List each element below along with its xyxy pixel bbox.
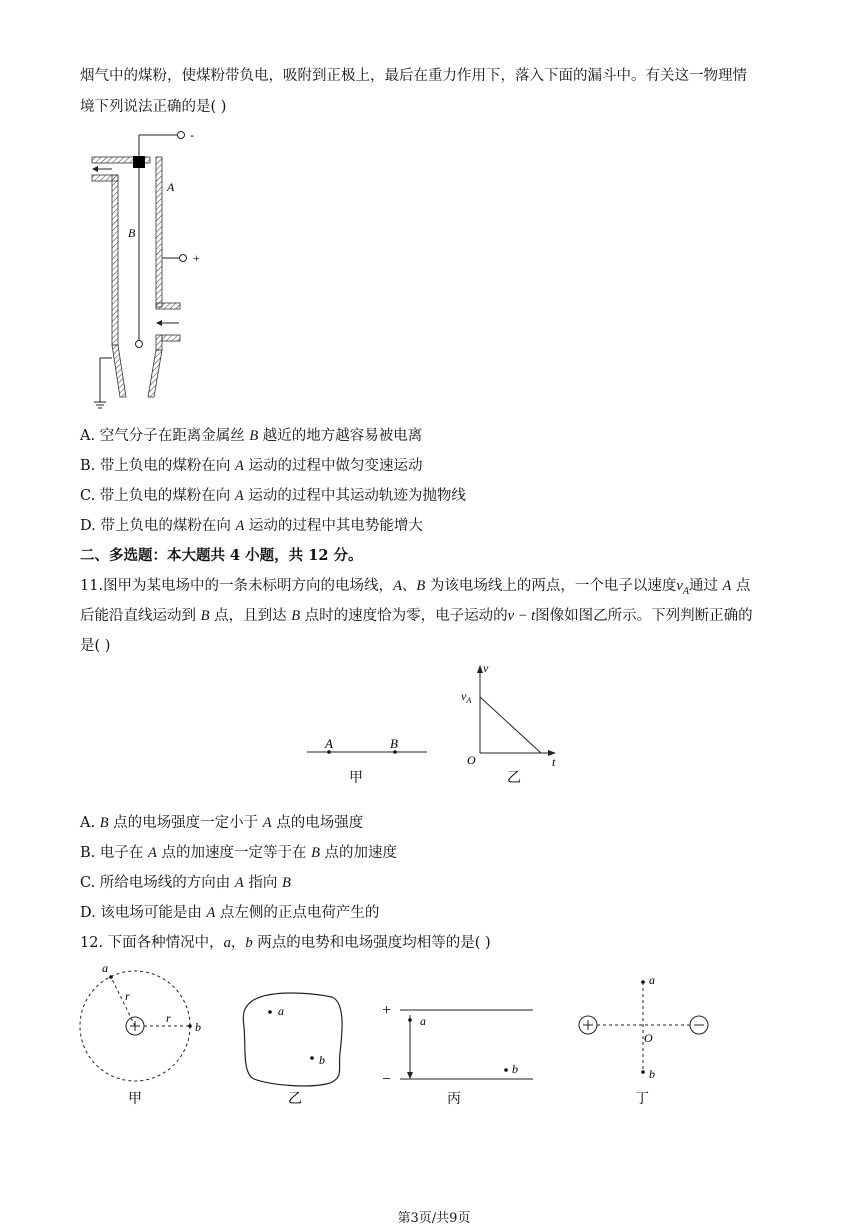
point-a-label: a: [102, 961, 108, 975]
parallel-plates-figure: [378, 995, 538, 1120]
minus-terminal-label: -: [190, 128, 194, 142]
caption-yi: 乙: [507, 771, 521, 786]
vA-label: $v_A$: [461, 689, 472, 705]
q11-line-3: 是( ): [80, 638, 111, 654]
caption-ding: 丁: [635, 1092, 649, 1107]
q11-line-2: 后能沿直线运动到 B 点，且到达 B 点时的速度恰为零，电子运动的v − t图像如图乙所示。下列判断正确的: [80, 608, 753, 624]
q10-option-d[interactable]: D. 带上负电的煤粉在向 A 运动的过程中其电势能增大: [80, 518, 423, 534]
precipitator-figure: [82, 125, 222, 415]
conductor-figure: [240, 985, 350, 1120]
origin-label: O: [467, 753, 476, 767]
point-b-label: b: [512, 1062, 518, 1076]
plus-terminal-label: +: [193, 251, 200, 265]
plus-plate-label: +: [382, 1002, 392, 1019]
label-A: A: [167, 180, 175, 194]
minus-plate-label: −: [382, 1071, 392, 1088]
caption-jia: 甲: [128, 1092, 142, 1107]
q10-option-c[interactable]: C. 带上负电的煤粉在向 A 运动的过程中其运动轨迹为抛物线: [80, 488, 466, 504]
radius-label-1: r: [125, 989, 130, 1003]
page-number: 第3页/共9页: [397, 1211, 471, 1226]
q10-option-a[interactable]: A. 空气分子在距离金属丝 B 越近的地方越容易被电离: [80, 428, 423, 444]
intro-line-2: 境下列说法正确的是( ): [80, 99, 227, 115]
intro-line-1: 烟气中的煤粉，使煤粉带负电，吸附到正极上，最后在重力作用下，落入下面的漏斗中。有关这一物理情: [80, 68, 747, 84]
point-a-label: a: [278, 1004, 284, 1018]
label-B: B: [128, 226, 136, 240]
q10-option-b[interactable]: B. 带上负电的煤粉在向 A 运动的过程中做匀变速运动: [80, 458, 423, 474]
point-a-label: a: [649, 973, 655, 987]
q11-line-1: 11.图甲为某电场中的一条未标明方向的电场线，A、B 为该电场线上的两点，一个电子以速度$v_A$通过 A 点: [80, 578, 751, 597]
q11-option-d[interactable]: D. 该电场可能是由 A 点左侧的正点电荷产生的: [80, 905, 380, 921]
point-b-label: b: [319, 1053, 325, 1067]
t-axis-label: t: [552, 755, 556, 769]
q12-stem: 12. 下面各种情况中，a，b 两点的电势和电场强度均相等的是( ): [80, 935, 491, 951]
v-axis-label: v: [483, 661, 489, 675]
point-B-label: B: [390, 736, 398, 751]
section-2-title: 二、多选题：本大题共 4 小题，共 12 分。: [80, 547, 363, 564]
caption-jia: 甲: [349, 771, 363, 786]
radius-label-2: r: [166, 1011, 171, 1025]
velocity-time-graph: [455, 660, 565, 790]
q11-option-b[interactable]: B. 电子在 A 点的加速度一定等于在 B 点的加速度: [80, 845, 398, 861]
caption-bing: 丙: [447, 1092, 461, 1107]
q11-option-a[interactable]: A. B 点的电场强度一定小于 A 点的电场强度: [80, 815, 364, 831]
point-b-label: b: [649, 1067, 655, 1081]
point-b-label: b: [195, 1020, 201, 1034]
field-line-figure: [305, 730, 435, 790]
caption-yi: 乙: [288, 1092, 302, 1107]
point-a-label: a: [420, 1014, 426, 1028]
point-charge-circle-figure: [78, 960, 218, 1120]
charge-pair-figure: [572, 970, 722, 1120]
origin-label: O: [644, 1031, 653, 1045]
point-A-label: A: [325, 736, 333, 751]
q11-option-c[interactable]: C. 所给电场线的方向由 A 指向 B: [80, 875, 291, 891]
